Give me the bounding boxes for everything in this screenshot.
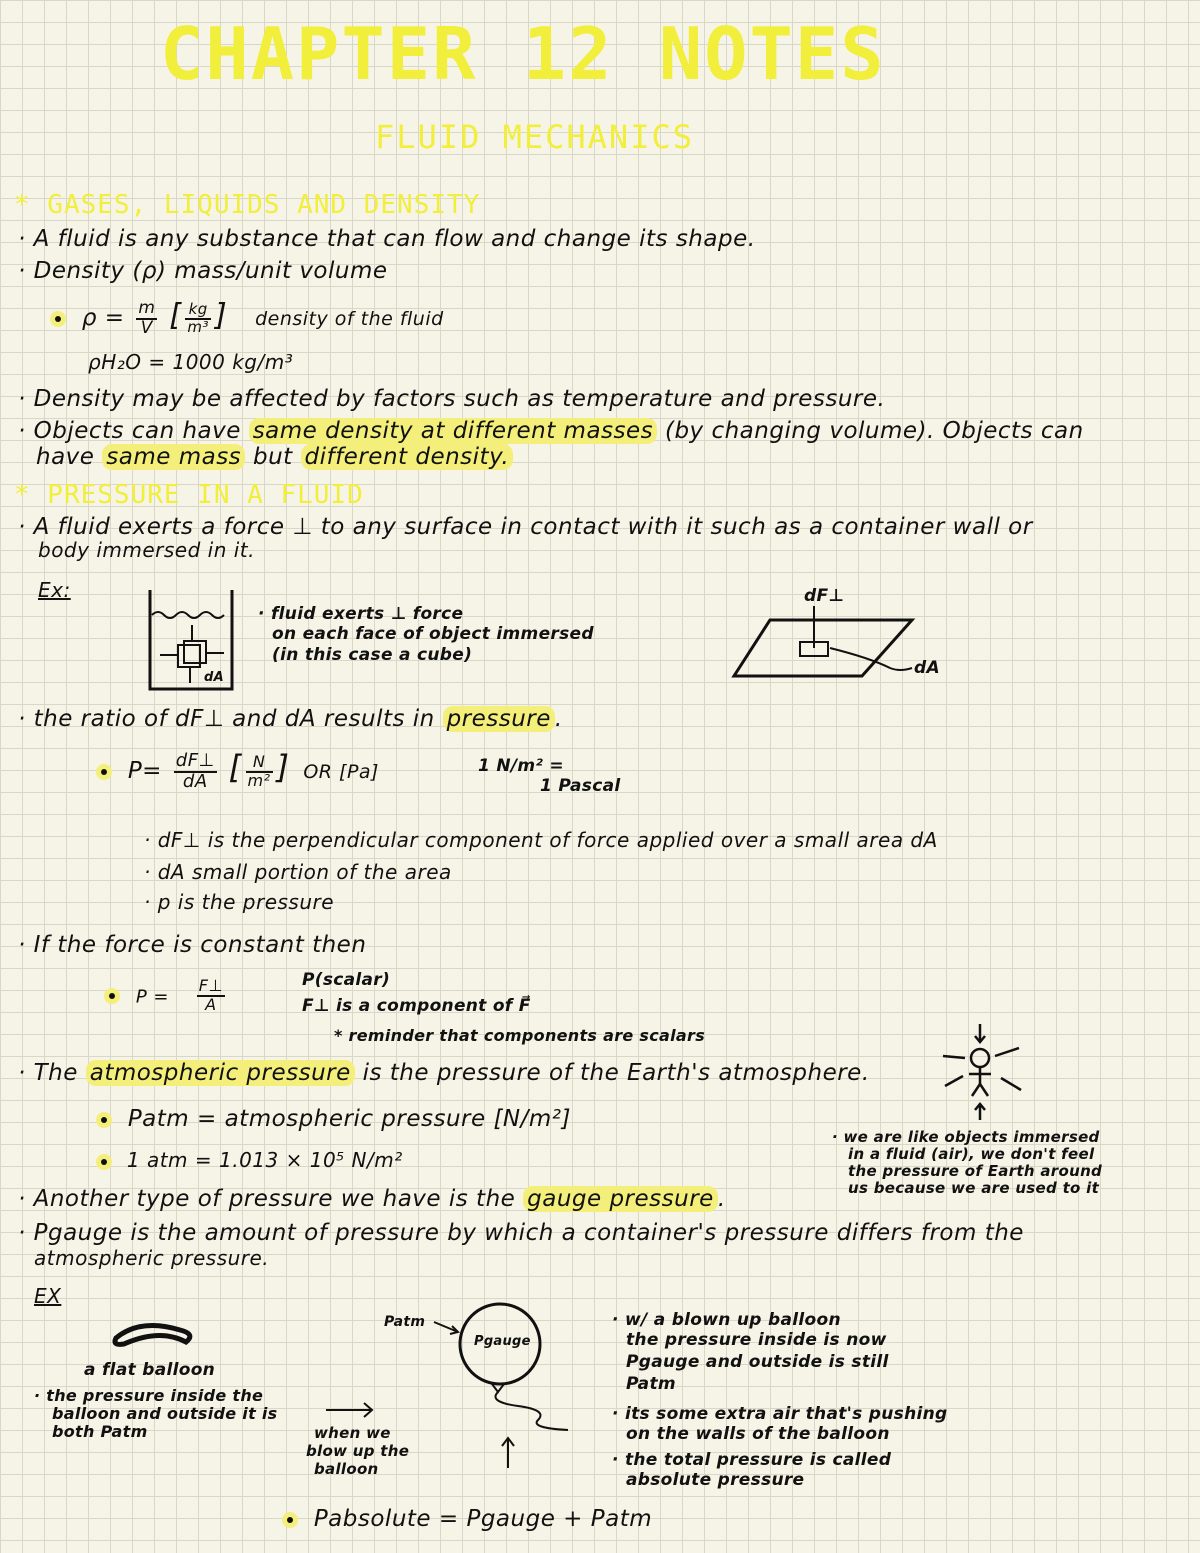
- formula-lhs: P=: [127, 758, 162, 784]
- text: have: [36, 444, 95, 470]
- force-formula: [104, 978, 229, 1014]
- definition-line: · p is the pressure: [144, 890, 335, 914]
- fraction-numerator: m: [138, 297, 156, 318]
- balloon-caption: a flat balloon: [84, 1360, 216, 1380]
- right-note: Patm: [626, 1374, 676, 1394]
- unit-numerator: N: [246, 754, 273, 773]
- balloon-note: both Patm: [52, 1422, 148, 1441]
- note-line: · If the force is constant then: [18, 932, 367, 958]
- section-heading-density: * GASES, LIQUIDS AND DENSITY: [14, 190, 481, 220]
- fraction-denominator: A: [205, 994, 217, 1014]
- note-line: [18, 1060, 870, 1086]
- bullet-dot: [282, 1512, 298, 1528]
- formula-text: Patm = atmospheric pressure [N/m²]: [127, 1106, 571, 1132]
- balloon-note: · the pressure inside the: [34, 1386, 264, 1405]
- formula-note: * reminder that components are scalars: [334, 1026, 706, 1045]
- pressure-formula: P= $\frac{dF\perp}{dA}$ [ $\frac{N}{\text{m²}}$ ] OR [Pa]: [96, 748, 379, 791]
- pgauge-label: Pgauge: [474, 1334, 531, 1349]
- section-heading-pressure: * PRESSURE IN A FLUID: [14, 480, 364, 510]
- right-note: the pressure inside is now: [626, 1330, 887, 1350]
- diagram-note: · fluid exerts ⊥ force: [258, 604, 464, 624]
- absolute-pressure-formula: [282, 1506, 652, 1532]
- right-note: · the total pressure is called: [612, 1450, 892, 1470]
- note-line: · Density (ρ) mass/unit volume: [18, 258, 388, 284]
- density-formula: ρ = $\frac{m}{V}$ [ $\frac{kg}{\text{m³}}$ ] density of the fluid: [50, 298, 444, 337]
- person-diagram: [935, 1020, 1025, 1125]
- fraction-numerator: F⊥: [198, 976, 223, 995]
- highlight-text: atmospheric pressure: [86, 1060, 355, 1086]
- formula-text: 1 atm = 1.013 × 10⁵ N/m²: [126, 1148, 403, 1172]
- right-note: Pgauge and outside is still: [626, 1352, 889, 1372]
- formula-alt-unit: OR [Pa]: [303, 761, 379, 783]
- right-arrow-icon: [324, 1400, 376, 1420]
- highlight-text: same mass: [102, 444, 245, 470]
- diagram-note: on each face of object immersed: [272, 624, 594, 644]
- side-note: the pressure of Earth around: [848, 1162, 1103, 1180]
- tank-diagram: [140, 585, 240, 695]
- bullet-dot: [104, 988, 120, 1004]
- formula-text: Pabsolute = Pgauge + Patm: [313, 1506, 653, 1532]
- note-line: · Density may be affected by factors such as temperature and pressure.: [18, 386, 886, 412]
- text: · the ratio of dF⊥ and dA results in: [18, 706, 435, 732]
- right-note: · w/ a blown up balloon: [612, 1310, 841, 1330]
- example-label: Ex:: [38, 578, 71, 602]
- unit-denominator: m³: [187, 317, 210, 336]
- unit-denominator: m²: [247, 770, 271, 790]
- unit-numerator: kg: [185, 302, 211, 320]
- note-line: body immersed in it.: [38, 538, 255, 562]
- atm-value: [96, 1148, 403, 1172]
- highlight-text: pressure: [443, 706, 555, 732]
- fraction: [197, 978, 225, 1014]
- formula-note: P(scalar): [302, 970, 391, 990]
- note-line: · Another type of pressure we have is the gauge pressure .: [18, 1186, 726, 1212]
- highlight-text: same density at different masses: [249, 418, 657, 444]
- formula-lhs: ρ =: [81, 305, 125, 331]
- flat-balloon-drawing: [110, 1316, 200, 1352]
- plate-force-label: dF⊥: [804, 586, 845, 606]
- note-line: · the ratio of dF⊥ and dA results in pressure .: [18, 706, 563, 732]
- bullet-dot: [96, 1154, 112, 1170]
- example-label: EX: [34, 1284, 62, 1308]
- formula-description: density of the fluid: [255, 308, 444, 330]
- note-line: [18, 418, 1084, 444]
- unit-note: 1 N/m² =: [478, 756, 564, 776]
- note-line: [36, 444, 513, 470]
- side-note: · we are like objects immersed: [832, 1128, 1100, 1146]
- text: · Objects can have: [18, 418, 241, 444]
- definition-line: · dA small portion of the area: [144, 860, 452, 884]
- note-line: · Pgauge is the amount of pressure by which a container's pressure differs from the: [18, 1220, 1024, 1246]
- bullet-dot: [96, 764, 112, 780]
- atm-formula: [96, 1106, 571, 1132]
- patm-label: Patm: [384, 1314, 426, 1330]
- page-title: CHAPTER 12 NOTES: [160, 12, 886, 96]
- text: (by changing volume). Objects can: [664, 418, 1084, 444]
- fraction-denominator: dA: [182, 770, 208, 792]
- unit-note: 1 Pascal: [540, 776, 621, 796]
- diagram-note: (in this case a cube): [272, 645, 473, 665]
- text: but: [252, 444, 293, 470]
- definition-line: · dF⊥ is the perpendicular component of force applied over a small area dA: [144, 828, 938, 852]
- highlight-text: different density.: [301, 444, 514, 470]
- fraction-denominator: V: [140, 317, 153, 338]
- blow-note: when we: [314, 1424, 391, 1442]
- note-line: · A fluid is any substance that can flow and change its shape.: [18, 226, 756, 252]
- fraction-numerator: dF⊥: [175, 749, 215, 771]
- water-density: ρH₂O = 1000 kg/m³: [88, 350, 294, 374]
- bullet-dot: [50, 311, 66, 327]
- side-note: in a fluid (air), we don't feel: [848, 1145, 1095, 1163]
- page-subtitle: FLUID MECHANICS: [375, 118, 694, 156]
- unit-fraction: [246, 751, 273, 790]
- text: · Another type of pressure we have is the: [18, 1186, 516, 1212]
- unit-fraction: [185, 299, 211, 336]
- formula-lhs: P =: [135, 986, 169, 1008]
- note-line: atmospheric pressure.: [34, 1246, 270, 1270]
- formula-note: F⊥ is a component of F⃗: [302, 996, 531, 1016]
- plate-diagram: [730, 600, 920, 680]
- right-note: absolute pressure: [626, 1470, 805, 1490]
- side-note: us because we are used to it: [848, 1179, 1100, 1197]
- plate-area-label: dA: [914, 658, 940, 678]
- fraction: [136, 297, 157, 338]
- text: · The: [18, 1060, 78, 1086]
- text: is the pressure of the Earth's atmosphere.: [362, 1060, 870, 1086]
- bullet-dot: [96, 1112, 112, 1128]
- fraction: [174, 749, 217, 792]
- blow-note: blow up the: [306, 1442, 410, 1460]
- blow-note: balloon: [314, 1460, 379, 1478]
- right-note: on the walls of the balloon: [626, 1424, 890, 1444]
- tank-label: dA: [204, 670, 224, 685]
- balloon-note: balloon and outside it is: [52, 1404, 278, 1423]
- highlight-text: gauge pressure: [523, 1186, 718, 1212]
- note-line: · A fluid exerts a force ⊥ to any surface in contact with it such as a container wall or: [18, 514, 1033, 540]
- right-note: · its some extra air that's pushing: [612, 1404, 948, 1424]
